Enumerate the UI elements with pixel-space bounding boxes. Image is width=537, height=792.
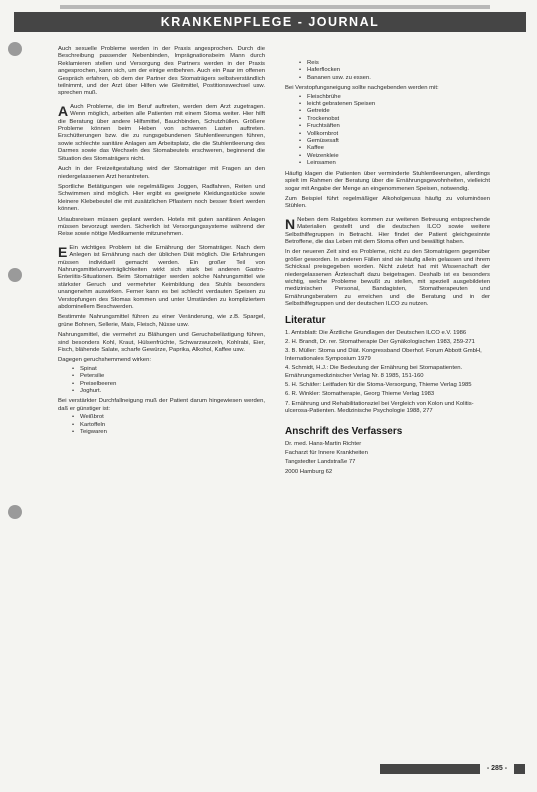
author-heading: Anschrift des Verfassers	[285, 425, 403, 437]
paragraph: Auch sexuelle Probleme werden in der Praxis angesprochen. Durch die Beschreibung passender Nebenbinden, Imprägnationsbeim Mann durch Reklamieren stellen und Versorgung des Partners werden in der Praxis angesprochen, kann sich, um der einige entbehren. Auch ein Paar im offenen Gespräch erfahren, ob dem der Partner des Stomaträgers selbstverständlich teilnimmt, und der Arzt über Hilfen wie Gleitmittel, Postitionswechsel usw. sprechen muß.	[58, 46, 265, 97]
paragraph: Bei verstärkter Durchfallneigung muß der Patient darum hingewiesen werden, daß er günstiger ist:	[58, 398, 265, 412]
author-line: Facharzt für Innere Krankheiten	[285, 450, 368, 457]
list-item: • Kaffee	[307, 145, 490, 152]
drop-cap: A	[58, 102, 69, 119]
bullet-list	[58, 414, 265, 436]
drop-cap: N	[285, 215, 296, 232]
list-item: • Petersilie	[80, 373, 265, 380]
header-top-rule	[60, 5, 490, 9]
reference-item: 1. Amtsblatt: Die Ärztliche Grundlagen der Deutschen ILCO e.V. 1986	[285, 329, 467, 336]
list-item: • Haferflocken	[307, 67, 490, 74]
paragraph: Häufig klagen die Patienten über verminderte Stuhlentleerungen, allerdings spielt im Rahmen der Beratung über die Ernährungsgewohnheiten, vielleicht sogar mit Angabe der Menge an eingenommenen Speisen, notwendig.	[285, 170, 490, 192]
list-item: • Spinat	[80, 366, 265, 373]
punch-hole-middle	[8, 268, 22, 282]
reference-item: 6. R. Winkler: Stomatherapie, Georg Thieme Verlag 1983	[285, 391, 435, 398]
reference-item: 5. H. Schäfer: Leitfaden für die Stoma-Versorgung, Thieme Verlag 1985	[285, 382, 472, 389]
journal-header	[14, 12, 526, 32]
paragraph-text: Ein wichtiges Problem ist die Ernährung der Stomaträger. Nach dem Anlegen ist Ernährung nach der üblichen Diät möglich. Die Erfahrungen müssen individuell gemacht werden. Ein großer Teil von Nahrungsmittelunverträglichkeiten wirkt sich stark bei anderen Gastro-Enteriitis-Situationen. Beim Stomaträger werden solche Nahrungsmittel wie stärkster Geruch und vermehrter Keimbildung des Stuhls besonders unangenehm auswirken. Ferner kann es bei schlecht verdauten Speisen zu Verstopfungen des Stomas kommen und unter Umständen zu kompliziertem abdominellem Beschwerden.	[58, 244, 265, 310]
paragraph: Sportliche Betätigungen wie regelmäßiges Joggen, Radfahren, Reiten und Schwimmen sind möglich. Hier ergibt es geeignete Kleidungsstücke sowie kleinere Klebebeutel die mit zusätzlichen Pflastern noch besser fixiert werden können.	[58, 183, 265, 213]
literature-heading: Literatur	[285, 314, 326, 326]
list-item: • Teigwaren	[80, 429, 265, 436]
bullet-list	[58, 366, 265, 396]
paragraph: Zum Beispiel führt regelmäßiger Alkoholgenuss häufig zu voluminösen Stühlen.	[285, 195, 490, 210]
list-item: • Vollkornbrot	[307, 131, 490, 138]
paragraph	[285, 217, 490, 247]
right-column	[285, 46, 490, 478]
paragraph: Nahrungsmittel, die vermehrt zu Blähungen und Geruchsbelästigung führen, sind besonders Kohl, Kraut, Hülsenfrüchte, Schwarzwurzeln, Kohlrabi, Eier, Fisch, blähende Salate, scharfe Gewürze, Paprika, Alkohol, Kaffee usw.	[58, 332, 265, 354]
list-item: • Kartoffeln	[80, 422, 265, 429]
list-item: • Weizenkleie	[307, 153, 490, 160]
list-item: • Preiselbeeren	[80, 381, 265, 388]
journal-title: KRANKENPFLEGE - JOURNAL	[160, 15, 380, 29]
list-item: • leicht gebratenen Speisen	[307, 101, 490, 108]
paragraph: Bei Verstopfungsneigung sollte nachgebenden werden mit:	[285, 85, 439, 92]
author-line: Dr. med. Hans-Martin Richter	[285, 440, 362, 447]
paragraph: Bestimmte Nahrungsmittel führen zu einer Veränderung, wie z.B. Spargel, grüne Bohnen, Sellerie, Mais, Fleisch, Nüsse usw.	[58, 314, 265, 328]
list-item: • Gemüsesaft	[307, 138, 490, 145]
left-column	[58, 46, 265, 440]
list-item: • Getreide	[307, 108, 490, 115]
page-number: - 285 -	[480, 762, 514, 775]
bullet-list	[285, 60, 490, 82]
paragraph-text: Neben dem Ratgebtes kommen zur weiteren Betreuung entsprechende Materialien gestellt und die deutschen ILCO sowie weitere Selbsthilfegruppen in Betracht. Hier findet der Patient gleichgesinnte Betroffene, die das Leben mit dem Stoma offen und bewältigt haben.	[285, 216, 490, 245]
punch-hole-top	[8, 42, 22, 56]
list-item: • Trockenobst	[307, 116, 490, 123]
reference-item: 4. Schmidt, H.J.: Die Bedeutung der Ernährung bei Stomapatienten. Ernährungsmedizinischer Verlag Nr. 8 1985, 151-160	[285, 365, 463, 379]
paragraph-text: Auch Probleme, die im Beruf auftreten, werden dem Arzt zugetragen. Wenn möglich, arbeiten alle Patienten mit einem Stoma weiter. Hier hilft die Beratung über andere Hilfsmittel, Bauchbinden, Schutzhüllen. Größere Probleme können beim Heben von schweren Lasten auftreten. Erschütterungen bzw. die zu rungsgebundenen Stuhlentleerungen führen, sowie schlechte sanitäre Anlagen am Arbeitsplatz, die die Stuhlentleerung des Darmes sowie das Wechseln des Stomabeutels erschweren, beginnend die Situation des Stomaträgers nicht.	[58, 103, 265, 162]
reference-item: 7. Ernährung und Rehabilitationsziel bei Vergleich von Kolon und Kolitis-ulcerosa-Patienten. Medizinische Psychologie 1988, 277	[285, 400, 474, 415]
drop-cap: E	[58, 243, 68, 260]
author-line: Tangstedter Landstraße 77	[285, 459, 356, 466]
paragraph: Urlaubsreisen müssen geplant werden. Hotels mit guten sanitären Anlagen müssen bevorzugt werden. Sicherlich ist Versorgungssysteme während der Reise sowie nötige Medikamente mitzunehmen.	[58, 216, 265, 238]
bullet-list	[285, 94, 490, 168]
author-line: 2000 Hamburg 62	[285, 468, 333, 475]
paragraph	[58, 245, 265, 312]
reference-item: 2. H. Brandt, Dr. rer. Stomatherapie Der Gynäkologischen 1983, 259-271	[285, 339, 475, 345]
list-item: • Weißbrot	[80, 414, 265, 421]
paragraph: In der neueren Zeit sind es Probleme, nicht zu den Stomaträgern gegenüber größer geworden. In anderen Fällen sind sie häufig allein gelassen und ihrem Schicksal preisgegeben worden. Nicht zuletzt hat mit Wissenschaft der niedergelassenen Ärzteschaft dazu beigetragen. Deshalb ist es besonders wichtig, welche Probleme bewußt zu stellen, mit speziell ausgebildeten medizinischen Personal, Bandagisten, Stomatherapeuten und Ernährungsberatern zu erreichen und die Beratung und in der Selbsthilfegruppen und der deutschen ILCO zu nutzen.	[285, 249, 490, 308]
list-item: • Leinsamen	[307, 160, 490, 167]
list-item: • Fleischbrühe	[307, 94, 490, 101]
list-item: • Fruchtsäften	[307, 123, 490, 130]
list-item: • Reis	[307, 60, 490, 67]
list-item: • Bananen usw. zu essen.	[307, 75, 490, 82]
paragraph	[58, 104, 265, 163]
reference-item: 3. B. Müller: Stoma und Diät. Kongressband Oberhof. Forum Abbott GmbH, Internationales Symposium 1979	[285, 348, 482, 362]
list-item: • Joghurt.	[80, 388, 265, 395]
paragraph: Dagegen geruchshemmend wirken:	[58, 357, 151, 364]
paragraph: Auch in der Freizeitgestaltung wird der Stomaträger mit Fragen an den niedergelassenen Arzt herantreten.	[58, 166, 265, 180]
punch-hole-bottom	[8, 505, 22, 519]
